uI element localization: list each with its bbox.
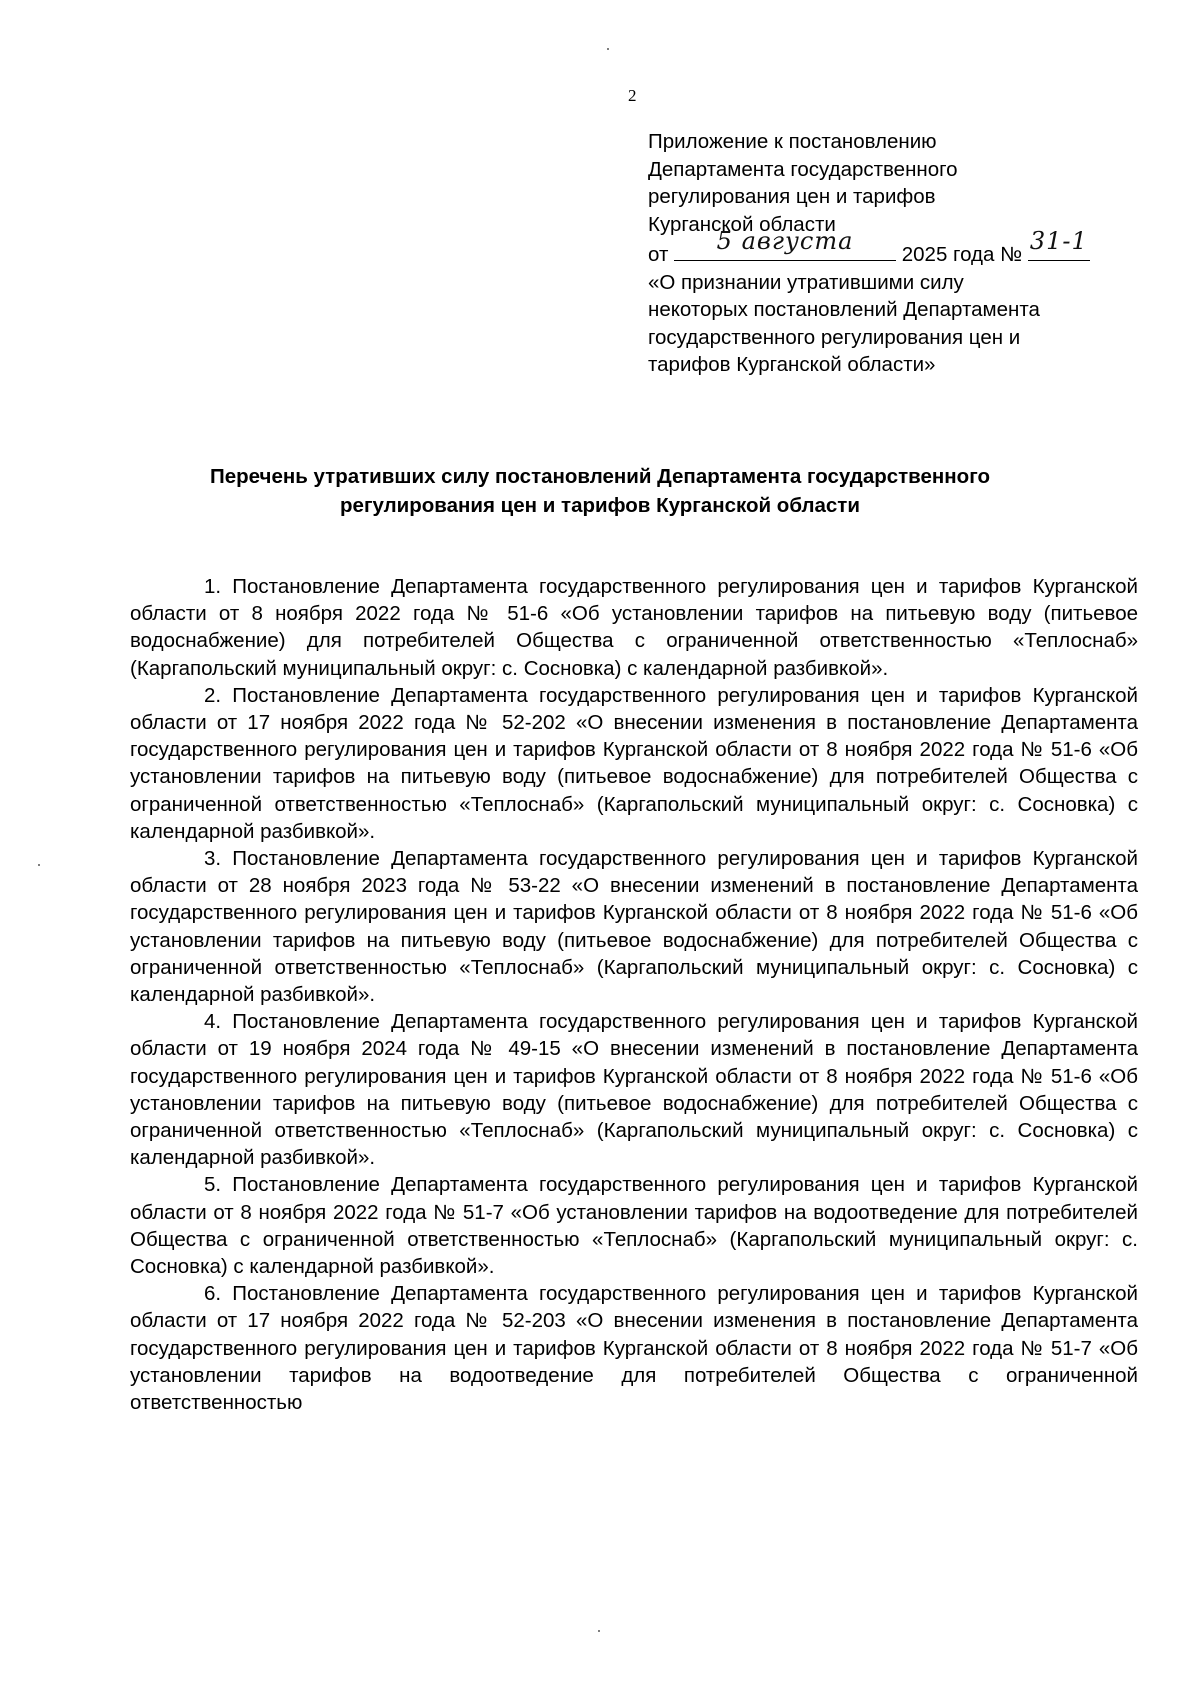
- scan-speck: [607, 48, 609, 50]
- document-body: [130, 573, 1138, 1416]
- appendix-line: Курганской области: [648, 212, 836, 236]
- page-number: 2: [628, 86, 637, 105]
- number-blank: [1028, 227, 1090, 261]
- appendix-subject-line: некоторых постановлений Департамента: [648, 298, 1040, 321]
- document-title: [120, 462, 1080, 520]
- title-line: Перечень утративших силу постановлений Департамента государственного: [210, 465, 990, 488]
- list-item: 1. Постановление Департамента государственного регулирования цен и тарифов Курганской области от 8 ноября 2022 года № 51-6 «Об установлении тарифов на питьевую воду (питьевое водоснабжение) для потребителей Общества с ограниченной ответственностью «Теплоснаб» (Каргапольский муниципальный округ: с. Сосновка) с календарной разбивкой».: [130, 575, 1138, 680]
- title-line: регулирования цен и тарифов Курганской области: [340, 494, 860, 517]
- list-item: 2. Постановление Департамента государственного регулирования цен и тарифов Курганской области от 17 ноября 2022 года № 52-202 «О внесении изменения в постановление Департамента государственного регулирования цен и тарифов Курганской области от 8 ноября 2022 года № 51-6 «Об установлении тарифов на питьевую воду (питьевое водоснабжение) для потребителей Общества с ограниченной ответственностью «Теплоснаб» (Каргапольский муниципальный округ: с. Сосновка) с календарной разбивкой».: [130, 683, 1138, 843]
- date-blank: [674, 227, 896, 261]
- appendix-line: Приложение к постановлению: [648, 130, 937, 153]
- appendix-subject-line: тарифов Курганской области»: [648, 353, 936, 376]
- scan-speck: [38, 864, 40, 866]
- date-year: 2025 года №: [901, 243, 1023, 266]
- list-item: 4. Постановление Департамента государственного регулирования цен и тарифов Курганской области от 19 ноября 2024 года № 49-15 «О внесении изменений в постановление Департамента государственного регулирования цен и тарифов Курганской области от 8 ноября 2022 года № 51-6 «Об установлении тарифов на питьевую воду (питьевое водоснабжение) для потребителей Общества с ограниченной ответственностью «Теплоснаб» (Каргапольский муниципальный округ: с. Сосновка) с календарной разбивкой».: [130, 1010, 1138, 1170]
- handwritten-number: 31-1: [1029, 227, 1088, 255]
- appendix-subject-line: государственного регулирования цен и: [648, 325, 1021, 349]
- appendix-line: регулирования цен и тарифов: [648, 185, 936, 208]
- list-item: 5. Постановление Департамента государственного регулирования цен и тарифов Курганской области от 8 ноября 2022 года № 51-7 «Об установлении тарифов на водоотведение для потребителей Общества с ограниченной ответственностью «Теплоснаб» (Каргапольский муниципальный округ: с. Сосновка) с календарной разбивкой».: [130, 1173, 1138, 1279]
- appendix-line: Департамента государственного: [648, 157, 958, 181]
- list-item: 3. Постановление Департамента государственного регулирования цен и тарифов Курганской области от 28 ноября 2023 года № 53-22 «О внесении изменений в постановление Департамента государственного регулирования цен и тарифов Курганской области от 8 ноября 2022 года № 51-6 «Об установлении тарифов на питьевую воду (питьевое водоснабжение) для потребителей Общества с ограниченной ответственностью «Теплоснаб» (Каргапольский муниципальный округ: с. Сосновка) с календарной разбивкой».: [130, 847, 1138, 1007]
- appendix-subject-line: «О признании утратившими силу: [648, 270, 964, 294]
- scan-speck: [598, 1630, 600, 1632]
- appendix-date-line: [648, 227, 1148, 269]
- date-prefix: от: [648, 243, 669, 266]
- appendix-header: [648, 128, 1148, 379]
- handwritten-date: 5 августа: [716, 227, 854, 255]
- list-item: 6. Постановление Департамента государственного регулирования цен и тарифов Курганской области от 17 ноября 2022 года № 52-203 «О внесении изменения в постановление Департамента государственного регулирования цен и тарифов Курганской области от 8 ноября 2022 года № 51-7 «Об установлении тарифов на водоотведение для потребителей Общества с ограниченной ответственностью: [130, 1282, 1138, 1415]
